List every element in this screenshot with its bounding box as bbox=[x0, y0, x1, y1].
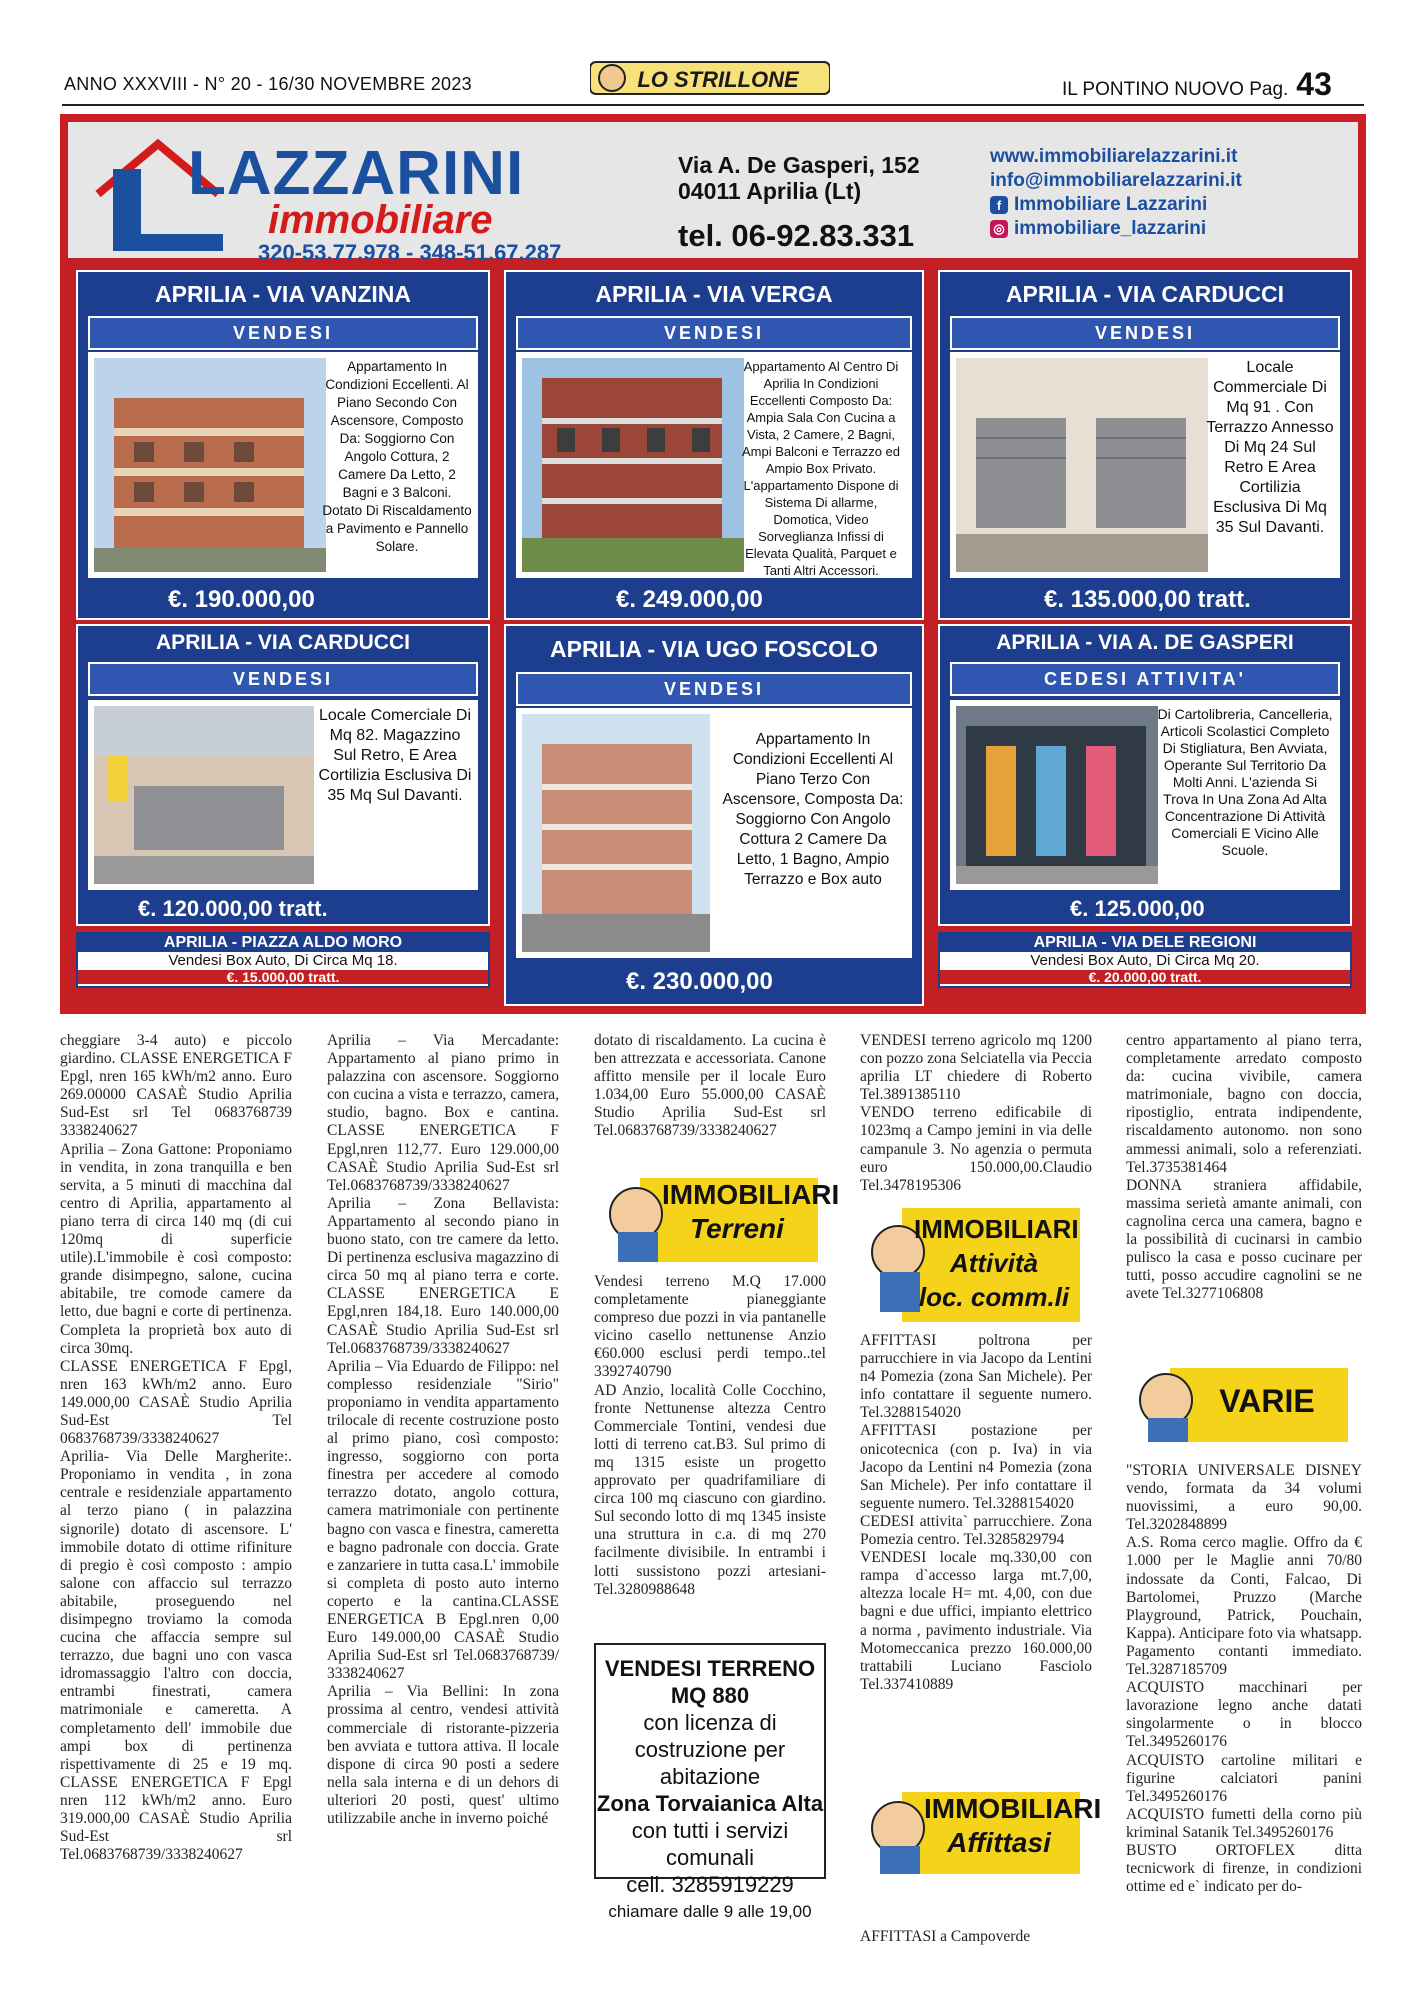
classified-ad: BUSTO ORTOFLEX ditta tecnicwork di firenze, in condizioni ottime ed e` indicato per do- bbox=[1126, 1841, 1362, 1896]
agency-subtitle: immobiliare bbox=[268, 198, 493, 242]
shopfront-photo bbox=[956, 358, 1208, 572]
classified-column-2 bbox=[327, 1032, 559, 1828]
section-tag-text: VARIE bbox=[1219, 1383, 1315, 1419]
listing-price: €. 190.000,00 bbox=[168, 586, 315, 613]
agency-address-city: 04011 Aprilia (Lt) bbox=[678, 178, 862, 204]
building-photo bbox=[94, 358, 326, 572]
header-divider bbox=[62, 104, 1364, 106]
listing-card[interactable] bbox=[938, 270, 1352, 620]
listing-price: €. 120.000,00 tratt. bbox=[138, 896, 328, 921]
section-tag-terreni bbox=[600, 1170, 840, 1266]
listing-description: Appartamento In Condizioni Eccellenti. Al Piano Secondo Con Ascensore, Composto Da: Soggiorno Con Angolo Cottura, 2 Camere Da Letto, 2 Bagni e 3 Balconi. Dotato Di Riscaldamento a Pavimento e Pannello Solare. bbox=[322, 359, 472, 554]
classified-ad: Vendesi terreno M.Q 17.000 completamente pianeggiante compreso due pozzi in via pantanelle vicino casello nettunense Anzio €60.000 esclusi perdi tempo..tel 3392740790 bbox=[594, 1273, 826, 1381]
box-listing-desc: Vendesi Box Auto, Di Circa Mq 18. bbox=[168, 952, 398, 969]
classified-column-4 bbox=[860, 1032, 1092, 1195]
logo-text: LO STRILLONE bbox=[637, 67, 799, 92]
box-listing[interactable] bbox=[938, 932, 1352, 988]
listing-description: Di Cartolibreria, Cancelleria, Articoli Scolastici Completo Di Stigliatura, Ben Avviata, Operante Sul Territorio Da Molti Anni. L'azienda Si Trova In Una Zona Ad Alta Concentrazione Di Attività Comerciali E Vicino Alle Scuole. bbox=[1157, 706, 1333, 858]
listing-body bbox=[950, 352, 1340, 578]
classified-ad: dotato di riscaldamento. La cucina è ben attrezzata e accessoriata. Canone affitto mensile per il locale Euro 1.034,00 Euro 55.000,00 CASAÈ Studio Aprilia Sud-Est srl Tel.0683768739/3338240627 bbox=[594, 1032, 826, 1140]
box-listing[interactable] bbox=[76, 932, 490, 988]
classified-ad: VENDESI locale mq.330,00 con rampa d`accesso larga mt.7,00, altezza locale H= mt. 4,00, con due bagni e due uffici, impianto elettrico a norma , pavimento industriale. Via Motomeccanica prezzo 160.000,00 trattabili Luciano Fasciolo Tel.337410889 bbox=[860, 1549, 1092, 1693]
agency-name: LAZZARINI bbox=[188, 139, 525, 208]
box-listing-title: APRILIA - VIA DELE REGIONI bbox=[940, 934, 1350, 952]
section-tag-varie bbox=[1130, 1362, 1350, 1446]
instagram-icon: ◎ bbox=[990, 220, 1008, 238]
facebook-icon: f bbox=[990, 196, 1008, 214]
listing-body bbox=[88, 700, 478, 890]
classified-column-3 bbox=[594, 1032, 826, 1141]
listing-title: APRILIA - VIA VANZINA bbox=[155, 281, 411, 307]
listing-title: APRILIA - VIA CARDUCCI bbox=[1005, 281, 1285, 307]
classified-ad: Aprilia- Via Delle Margherite:. Proponiamo in vendita , in zona centrale e residenziale appartamento al terzo piano ( in palazzina signorile) dotato di ascensore. L' immobile dotato di ottime rifiniture di pregio è così composto : ampio salone con affaccio sul terrazzo abitabile, proseguendo nel disimpegno troviamo la comoda cucina che affaccia sempre sul terrazzo, due bagni uno con vasca idromassaggio l'altro con doccia, entrambi finestrati, camera matrimoniale e cameretta. A completamento dell' immobile due ampi box di pertinenza rispettivamente di 25 e 19 mq. CLASSE ENERGETICA F Epgl nren 112 kWh/m2 anno. Euro 319.000,00 CASAÈ Studio Aprilia Sud-Est srl Tel.0683768739/3338240627 bbox=[60, 1448, 292, 1864]
classified-ad: ACQUISTO macchinari per lavorazione legno anche datati singolarmente o in blocco Tel.3495260176 bbox=[1126, 1679, 1362, 1751]
agency-instagram[interactable]: ◎ immobiliare_lazzarini bbox=[990, 218, 1206, 240]
listing-description: Locale Commerciale Di Mq 91 . Con Terrazzo Annesso Di Mq 24 Sul Retro E Area Cortilizia Esclusiva Di Mq 35 Sul Davanti. bbox=[1206, 359, 1334, 536]
agency-facebook[interactable]: f Immobiliare Lazzarini bbox=[990, 194, 1207, 216]
listing-card[interactable] bbox=[938, 624, 1352, 926]
classified-ad: AD Anzio, località Colle Cocchino, fronte Nettunense altezza Centro Commerciale Tontini, vendesi due lotti di terreno cat.B3. Sul primo di mq 1315 esiste un progetto approvato per quadrifamiliare di circa 100 mq ciascuno con giardino. Sul secondo lotto di mq 1345 insiste una struttura in c.a. di mq 270 facilmente divisibile. In entrambi i lotti sussistono pozzi artesiani- Tel.3280988648 bbox=[594, 1381, 826, 1598]
classified-ad: Aprilia – Via Bellini: In zona prossima al centro, vendesi attività commerciale di ristorante-pizzeria ben avviata e tuttora attiva. Il locale dispone di circa 90 posti a sedere nella sala interna e di un dehors di ulteriori 20 posti, quest' ultimo utilizzabile anche in inverno poiché bbox=[327, 1683, 559, 1828]
section-tag-text: IMMOBILIARI Terreni bbox=[662, 1179, 840, 1244]
listing-body bbox=[516, 352, 912, 578]
listing-tag: VENDESI bbox=[88, 662, 478, 696]
agency-website[interactable]: www.immobiliarelazzarini.it bbox=[990, 146, 1238, 167]
section-tag-attivita bbox=[862, 1202, 1082, 1326]
listing-title: APRILIA - VIA UGO FOSCOLO bbox=[550, 636, 878, 662]
listing-tag: VENDESI bbox=[516, 672, 912, 706]
publication-name: IL PONTINO NUOVO Pag. bbox=[1062, 79, 1289, 100]
classified-column-4b bbox=[860, 1332, 1092, 1694]
classified-ad: VENDO terreno edificabile di 1023mq a Campo jemini in via delle campanule 3. No agenzia o permuta euro 150.000,00.Claudio Tel.3478195306 bbox=[860, 1104, 1092, 1194]
classified-ad: A.S. Roma cerco maglie. Offro da € 1.000 per le Maglie anni 70/80 indossate da Conti, Falcao, Di Bartolomei, Pruzzo (Marche Playground, Patrick, Pouchain, Kappa). Anticipare foto via whatsapp. Pagamento contanti immediato. Tel.3287185709 bbox=[1126, 1534, 1362, 1679]
page-number: 43 bbox=[1296, 66, 1332, 102]
classified-column-5 bbox=[1126, 1032, 1362, 1303]
classified-ad: Aprilia – Zona Bellavista: Appartamento al secondo piano in buono stato, con tre camere da letto. Di pertinenza esclusiva magazzino di circa 50 mq al piano terra e corte. CLASSE ENERGETICA E Epgl,nren 184,18. Euro 140.000,00 CASAÈ Studio Aprilia Sud-Est srl Tel.0683768739/3338240627 bbox=[327, 1194, 559, 1357]
box-listing-title: APRILIA - PIAZZA ALDO MORO bbox=[78, 934, 488, 952]
listing-price: €. 249.000,00 bbox=[616, 586, 763, 613]
classified-ad: DONNA straniera affidabile, massima serietà amante animali, con cagnolina cerca una camera, bagno e la possibilità di cucinarsi in cambio pulisco la casa e posso cucinare per tutti, posso accudire cagnolini se ne avete Tel.3277106808 bbox=[1126, 1176, 1362, 1303]
listing-description: Locale Comerciale Di Mq 82. Magazzino Sul Retro, E Area Cortilizia Esclusiva Di 35 Mq Sul Davanti. bbox=[318, 707, 472, 804]
classified-ad: Aprilia – Via Mercadante: Appartamento al piano primo in palazzina con ascensore. Soggiorno con cucina a vista e terrazzo, camera, studio, bagno. Box e cantina. CLASSE ENERGETICA F Epgl,nren 112,77. Euro 129.000,00 CASAÈ Studio Aprilia Sud-Est srl Tel.0683768739/3338240627 bbox=[327, 1032, 559, 1194]
listing-tag: VENDESI bbox=[950, 316, 1340, 350]
listing-description: Appartamento Al Centro Di Aprilia In Condizioni Eccellenti Composto Da: Ampia Sala Con Cucina a Vista, 2 Camere, 2 Bagni, Ampi Balconi e Terrazzo ed Ampio Box Privato. L'appartamento Dispone di Sistema Di allarme, Domotica, Video Sorveglianza Infissi di Elevata Qualità, Parquet e Tanti Altri Accessori. bbox=[741, 359, 900, 578]
listing-title: APRILIA - VIA CARDUCCI bbox=[156, 631, 410, 654]
classified-ad: CLASSE ENERGETICA F Epgl, nren 163 kWh/m2 anno. Euro 149.000,00 CASAÈ Studio Aprilia Sud-Est Tel 0683768739/3338240627 bbox=[60, 1357, 292, 1448]
agency-email[interactable]: info@immobiliarelazzarini.it bbox=[990, 170, 1242, 191]
classified-ad: VENDESI terreno agricolo mq 1200 con pozzo zona Selciatella via Peccia aprilia LT chiedere di Roberto Tel.3891385110 bbox=[860, 1032, 1092, 1104]
listing-card[interactable] bbox=[76, 624, 490, 926]
classified-ad: cheggiare 3-4 auto) e piccolo giardino. CLASSE ENERGETICA F Epgl, nren 165 kWh/m2 anno. Euro 269.00000 CASAÈ Studio Aprilia Sud-Est srl Tel 0683768739 3338240627 bbox=[60, 1032, 292, 1140]
listing-title: APRILIA - VIA A. DE GASPERI bbox=[996, 631, 1294, 654]
listing-price: €. 125.000,00 bbox=[1070, 896, 1205, 921]
real-estate-ad bbox=[60, 114, 1366, 1014]
listing-tag: VENDESI bbox=[88, 316, 478, 350]
classified-ad: CEDESI attivita` parrucchiere. Zona Pomezia centro. Tel.3285829794 bbox=[860, 1512, 1092, 1549]
listing-tag: VENDESI bbox=[516, 316, 912, 350]
box-listing-price: €. 15.000,00 tratt. bbox=[78, 970, 488, 984]
box-listing-price: €. 20.000,00 tratt. bbox=[940, 970, 1350, 984]
issue-info: ANNO XXXVIII - N° 20 - 16/30 NOVEMBRE 2023 bbox=[64, 74, 472, 94]
classified-column-1 bbox=[60, 1032, 292, 1864]
classified-column-3b bbox=[594, 1273, 826, 1599]
shop-photo bbox=[956, 706, 1158, 884]
section-tag-text: IMMOBILIARI Attività loc. comm.li bbox=[914, 1214, 1079, 1312]
section-tag-affittasi bbox=[862, 1786, 1102, 1878]
listing-body bbox=[88, 352, 478, 578]
shopfront-photo bbox=[94, 706, 314, 884]
classified-ad: Aprilia – Via Eduardo de Filippo: nel complesso residenziale "Sirio" proponiamo in vendita appartamento trilocale di recente costruzione posto al primo piano, così composto: ingresso, soggiorno con porta finestra per accedere al comodo terrazzo dotato, angolo cottura, camera matrimoniale con pertinente bagno con vasca e finestra, cameretta e bagno padronale con doccia. Grate e zanzariere in tutta casa.L' immobile si completa di posto auto interno coperto e la cantina.CLASSE ENERGETICA B Epgl.nren 0,00 Euro 149.000,00 CASAÈ Studio Aprilia Sud-Est srl Tel.0683768739/ 3338240627 bbox=[327, 1357, 559, 1683]
ad-header bbox=[68, 122, 1358, 265]
classified-column-5b bbox=[1126, 1462, 1362, 1896]
newspaper-logo bbox=[590, 58, 830, 98]
listing-price: €. 135.000,00 tratt. bbox=[1044, 586, 1251, 613]
classified-ad: centro appartamento al piano terra, completamente arredato composto da: cucina vivibile, camera matrimoniale, bagno con doccia, ripostiglio, entrata indipendente, riscaldamento autonomo. non sono ammessi animali, solo a referenziati. Tel.3735381464 bbox=[1126, 1032, 1362, 1176]
classified-ad: ACQUISTO fumetti della corno più kriminal Satanik Tel.3495260176 bbox=[1126, 1805, 1362, 1841]
classified-ad: Aprilia – Zona Gattone: Proponiamo in vendita, in zona tranquilla e ben servita, a 5 minuti di macchina dal centro di Aprilia, appartamento al piano terra di circa 140 mq (di cui 120mq di superficie utile).L'immobile è così composto: grande disimpegno, salone, cucina abitabile, tre comode camere da letto, due bagni e corte di pertinenza. Completa la proprietà box auto di circa 30mq. bbox=[60, 1140, 292, 1357]
listing-card[interactable] bbox=[504, 624, 924, 1006]
agency-tel: tel. 06-92.83.331 bbox=[678, 218, 915, 253]
section-tag-text: IMMOBILIARI Affittasi bbox=[924, 1793, 1102, 1858]
classified-ad: AFFITTASI poltrona per parrucchiere in via Jacopo da Lentini n4 Pomezia (zona San Michele). Per info contattare il seguente numero. Tel.3288154020 bbox=[860, 1332, 1092, 1422]
building-photo bbox=[522, 714, 710, 952]
listing-title: APRILIA - VIA VERGA bbox=[595, 281, 833, 307]
agency-phones: 320-53.77.978 - 348-51.67.287 bbox=[258, 240, 562, 265]
classified-ad: ACQUISTO cartoline militari e figurine calciatori panini Tel.3495260176 bbox=[1126, 1751, 1362, 1805]
terreno-box-ad: VENDESI TERRENO MQ 880 con licenza di costruzione per abitazione Zona Torvaianica Alta con tutti i servizi comunali cell. 3285919229 chiamare dalle 9 alle 19,00 bbox=[594, 1643, 826, 1879]
page-info bbox=[1062, 66, 1332, 103]
listing-tag: CEDESI ATTIVITA' bbox=[950, 662, 1340, 696]
classified-column-4c bbox=[860, 1928, 1092, 1946]
building-photo bbox=[522, 358, 744, 572]
listing-price: €. 230.000,00 bbox=[626, 968, 773, 995]
box-listing-desc: Vendesi Box Auto, Di Circa Mq 20. bbox=[1030, 952, 1260, 969]
classified-ad: AFFITTASI a Campoverde bbox=[860, 1928, 1031, 1945]
listing-card[interactable] bbox=[76, 270, 490, 620]
listing-body bbox=[950, 700, 1340, 890]
classified-ad: "STORIA UNIVERSALE DISNEY vendo, formata da 34 volumi nuovissimi, a euro 90,00. Tel.3202848899 bbox=[1126, 1462, 1362, 1534]
listing-body bbox=[516, 708, 912, 958]
agency-address-street: Via A. De Gasperi, 152 bbox=[678, 152, 920, 178]
listing-description: Appartamento In Condizioni Eccellenti Al Piano Terzo Con Ascensore, Composta Da: Soggiorno Con Angolo Cottura 2 Camere Da Letto, 1 Bagno, Ampio Terrazzo e Box auto bbox=[722, 731, 904, 888]
classified-ad: AFFITTASI postazione per onicotecnica (con p. Iva) in via Jacopo da Lentini n4 Pomezia (zona San Michele). Per info contattare il seguente numero. Tel.3288154020 bbox=[860, 1422, 1092, 1512]
listing-card[interactable] bbox=[504, 270, 924, 620]
